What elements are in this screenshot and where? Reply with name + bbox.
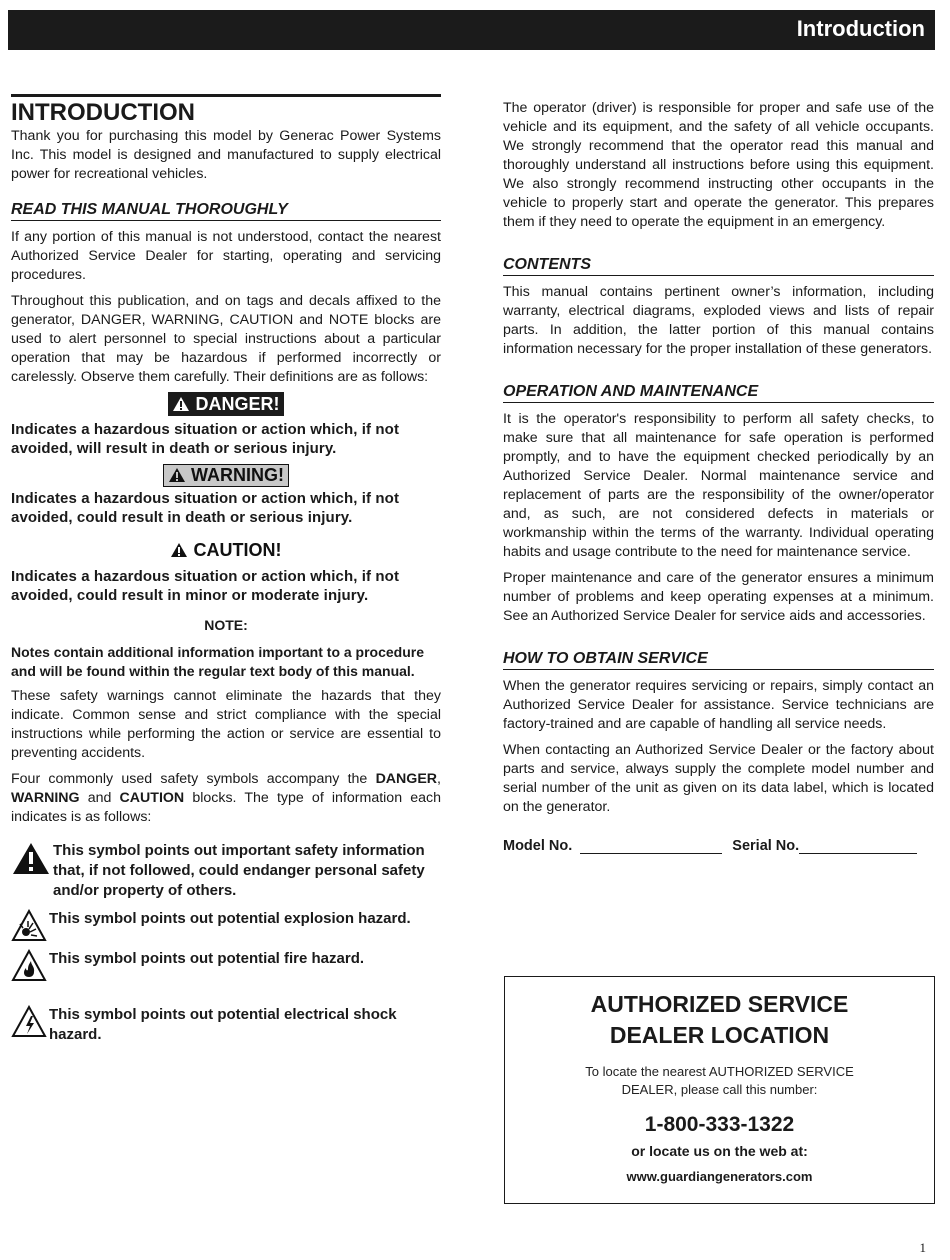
page-title: INTRODUCTION (11, 94, 441, 127)
intro-paragraph: Thank you for purchasing this model by Generac Power Systems Inc. This model is designed and manufactured to supply electrical power for recreational vehicles. (11, 128, 441, 182)
dealer-phone: 1-800-333-1322 (644, 1113, 795, 1136)
danger-definition: Indicates a hazardous situation or action which, if not avoided, will result in death or serious injury. (11, 421, 400, 457)
warning-triangle-icon (172, 396, 190, 412)
note-label: NOTE: (204, 617, 248, 633)
warning-triangle-icon (170, 542, 188, 558)
contents-heading: CONTENTS (503, 255, 934, 276)
symbols-word-danger: DANGER (375, 771, 438, 787)
serial-number-blank[interactable] (799, 837, 917, 854)
dealer-url[interactable]: www.guardiangenerators.com (626, 1169, 813, 1184)
explosion-hazard-icon (11, 909, 49, 943)
dealer-title-line-2: DEALER LOCATION (609, 1022, 830, 1048)
fire-hazard-icon (11, 949, 49, 983)
symbols-text-b: , (437, 771, 441, 787)
safety-paragraph: These safety warnings cannot eliminate the hazards that they indicate. Common sense and strict compliance with the special instructions while performing the action or service are essential to preventing accidents. (11, 688, 441, 761)
service-paragraph-1: When the generator requires servicing or repairs, simply contact an Authorized Service Dealer for assistance. Service technicians are factory-trained and are capable of handling all service needs. (503, 678, 934, 732)
warning-triangle-icon (168, 467, 186, 483)
caution-block (11, 539, 441, 561)
operation-paragraph-1: It is the operator's responsibility to perform all safety checks, to make sure that all maintenance for safe operation is performed promptly, and to have the equipment checked periodically by an Authorized Service Dealer. Normal maintenance service and replacement of parts are the responsibility of the owner/operator and, as such, are not considered defects in materials or workmanship within the terms of the warranty. Individual operating habits and usage contribute to the need for maintenance service. (503, 411, 934, 560)
read-manual-paragraph-2: Throughout this publication, and on tags and decals affixed to the generator, DANGER, WARNING, CAUTION and NOTE blocks are used to alert personnel to special instructions about a particular operation that may be hazardous if performed incorrectly or carelessly. Observe them carefully. Their definitions are as follows: (11, 293, 441, 385)
model-number-blank[interactable] (580, 837, 722, 854)
symbol-general-row (11, 841, 441, 901)
symbols-text-c: and (79, 790, 120, 806)
symbols-paragraph (11, 770, 441, 827)
symbol-fire-text: This symbol points out potential fire hazard. (49, 950, 365, 967)
note-definition: Notes contain additional information important to a procedure and will be found within the regular text body of this manual. (11, 644, 425, 679)
read-manual-heading: READ THIS MANUAL THOROUGHLY (11, 200, 441, 221)
model-serial-fields (503, 837, 934, 854)
dealer-title-line-1: AUTHORIZED SERVICE (590, 991, 849, 1017)
danger-badge (168, 392, 283, 416)
header-title: Introduction (796, 16, 925, 41)
warning-badge (163, 464, 289, 487)
header-bar (8, 10, 935, 50)
serial-number-label: Serial No. (732, 838, 800, 854)
symbols-text-d: blocks. The type of information each indicates is as follows: (11, 790, 441, 825)
service-heading: HOW TO OBTAIN SERVICE (503, 649, 934, 670)
operator-paragraph: The operator (driver) is responsible for proper and safe use of the vehicle and its equipment, and the safety of all vehicle occupants. We strongly recommend that the operator read this manual and thoroughly understand all instructions before using this equipment. We also strongly recommend instructing other occupants in the vehicle to properly start and operate the generator. This prepares them if they need to operate the equipment in an emergency. (503, 100, 934, 230)
dealer-instructions-line-1: To locate the nearest AUTHORIZED SERVICE (585, 1064, 854, 1079)
symbol-shock-text: This symbol points out potential electrical shock hazard. (49, 1006, 397, 1043)
symbols-text-a: Four commonly used safety symbols accompany the (11, 771, 376, 787)
right-column (503, 99, 934, 854)
symbol-explosion-text: This symbol points out potential explosion hazard. (49, 910, 411, 927)
dealer-instructions-line-2: DEALER, please call this number: (621, 1082, 818, 1097)
model-number-label: Model No. (503, 838, 573, 854)
general-hazard-icon (11, 841, 53, 877)
dealer-web-label: or locate us on the web at: (631, 1143, 808, 1159)
symbol-general-text: This symbol points out important safety information that, if not followed, could endanger personal safety and/or property of others. (53, 842, 425, 899)
caution-definition: Indicates a hazardous situation or action which, if not avoided, could result in minor or moderate injury. (11, 568, 400, 604)
warning-definition: Indicates a hazardous situation or action which, if not avoided, could result in death or serious injury. (11, 490, 400, 526)
operation-heading: OPERATION AND MAINTENANCE (503, 382, 934, 403)
electrical-shock-icon (11, 1005, 49, 1039)
warning-label: WARNING! (191, 465, 284, 485)
symbols-word-warning: WARNING (11, 790, 80, 806)
operation-paragraph-2: Proper maintenance and care of the generator ensures a minimum number of problems and keep operating expenses at a minimum. See an Authorized Service Dealer for service aids and accessories. (503, 570, 934, 624)
dealer-instructions (505, 1063, 934, 1099)
symbol-explosion-row (11, 909, 441, 943)
dealer-location-box (504, 976, 935, 1204)
read-manual-paragraph-1: If any portion of this manual is not understood, contact the nearest Authorized Service Dealer for starting, operating and servicing procedures. (11, 229, 441, 283)
caution-badge (170, 539, 281, 561)
danger-block (11, 392, 441, 416)
danger-label: DANGER! (195, 394, 280, 414)
contents-paragraph: This manual contains pertinent owner’s information, including warranty, electrical diagrams, exploded views and lists of repair parts. In addition, the latter portion of this manual contains information necessary for the proper installation of these generators. (503, 284, 934, 357)
dealer-title (505, 989, 934, 1051)
page-number: 1 (919, 1240, 926, 1255)
symbol-shock-row (11, 1005, 441, 1045)
caution-label: CAUTION! (193, 540, 282, 560)
service-paragraph-2: When contacting an Authorized Service Dealer or the factory about parts and service, always supply the complete model number and serial number of the unit as given on its data label, which is located on the generator. (503, 742, 934, 815)
symbol-fire-row (11, 949, 441, 983)
warning-block (11, 464, 441, 487)
symbols-word-caution: CAUTION (119, 790, 185, 806)
left-column (11, 94, 441, 1045)
